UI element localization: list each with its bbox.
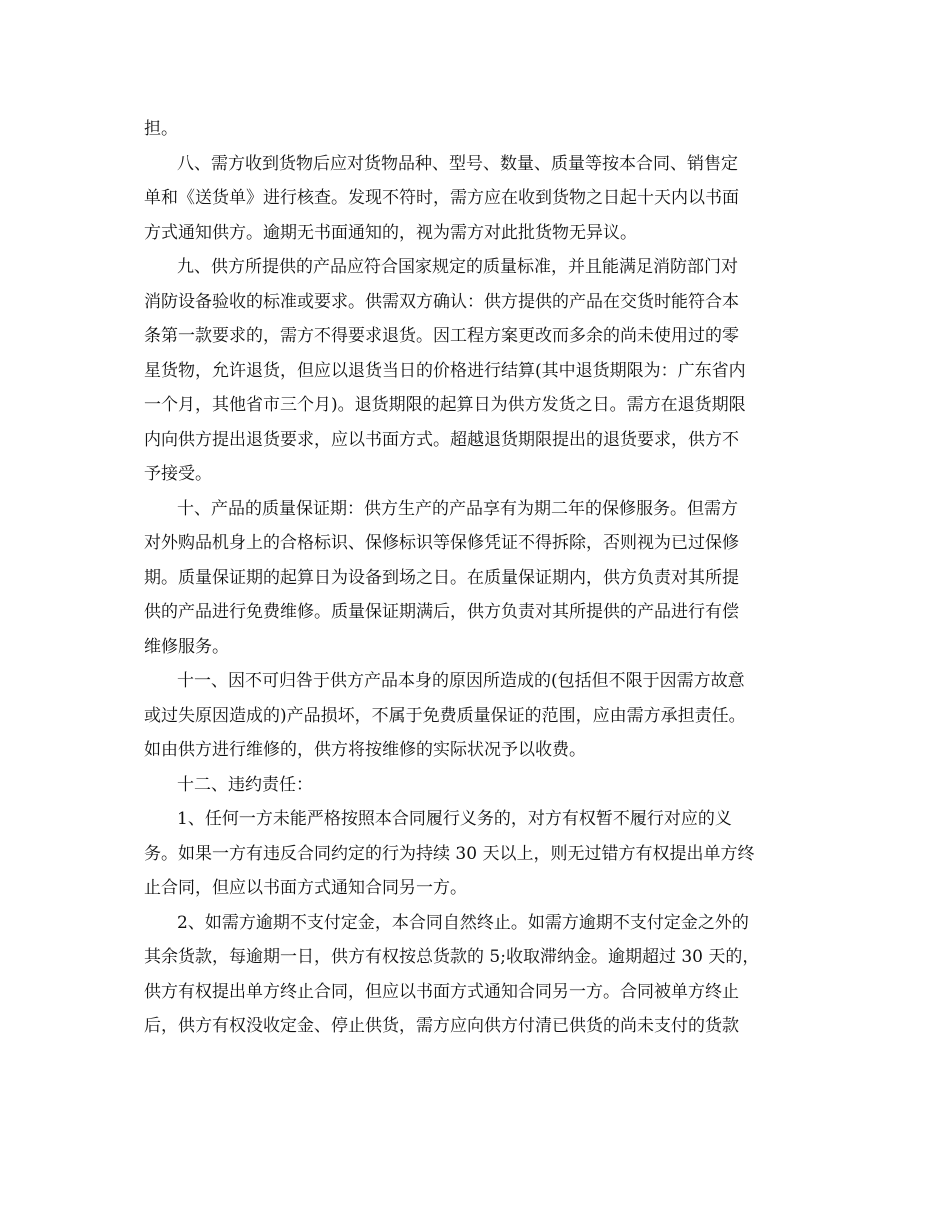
text-line: 星货物，允许退货，但应以退货当日的价格进行结算(其中退货期限为：广东省内 xyxy=(144,360,746,381)
text-line: 消防设备验收的标准或要求。供需双方确认：供方提供的产品在交货时能符合本 xyxy=(144,291,739,312)
text-line: 内向供方提出退货要求，应以书面方式。超越退货期限提出的退货要求，供方不 xyxy=(144,429,739,450)
text-line: 对外购品机身上的合格标识、保修标识等保修凭证不得拆除，否则视为已过保修 xyxy=(144,533,739,553)
text-line: 单和《送货单》进行核查。发现不符时，需方应在收到货物之日起十天内以书面 xyxy=(144,188,739,208)
text-line: 止合同，但应以书面方式通知合同另一方。 xyxy=(144,878,467,898)
text-line: 八、需方收到货物后应对货物品种、型号、数量、质量等按本合同、销售定 xyxy=(177,153,738,174)
text-line: 维修服务。 xyxy=(144,636,229,657)
text-line: 如由供方进行维修的，供方将按维修的实际状况予以收费。 xyxy=(144,740,586,760)
text-line: 其余货款，每逾期一日，供方有权按总货款的 5;收取滞纳金。逾期超过 30 天的， xyxy=(144,947,760,967)
text-line: 后，供方有权没收定金、停止供货，需方应向供方付清已供货的尚未支付的货款 xyxy=(144,1016,739,1036)
text-line: 十二、违约责任： xyxy=(177,774,313,795)
text-line: 予接受。 xyxy=(144,464,212,484)
text-line: 期。质量保证期的起算日为设备到场之日。在质量保证期内，供方负责对其所提 xyxy=(144,567,739,588)
text-line: 十、产品的质量保证期：供方生产的产品享有为期二年的保修服务。但需方 xyxy=(177,498,738,519)
text-line: 十一、因不可归咎于供方产品本身的原因所造成的(包括但不限于因需方故意 xyxy=(177,671,745,691)
text-line: 务。如果一方有违反合同约定的行为持续 30 天以上，则无过错方有权提出单方终 xyxy=(144,843,755,864)
text-line: 供方有权提出单方终止合同，但应以书面方式通知合同另一方。合同被单方终止 xyxy=(144,981,739,1002)
text-line: 担。 xyxy=(144,119,178,139)
text-line: 供的产品进行免费维修。质量保证期满后，供方负责对其所提供的产品进行有偿 xyxy=(144,602,739,622)
text-line: 或过失原因造成的)产品损坏，不属于免费质量保证的范围，应由需方承担责任。 xyxy=(144,705,746,726)
text-line: 方式通知供方。逾期无书面通知的，视为需方对此批货物无异议。 xyxy=(144,222,637,243)
text-line: 九、供方所提供的产品应符合国家规定的质量标准，并且能满足消防部门对 xyxy=(177,257,738,277)
text-line: 1、任何一方未能严格按照本合同履行义务的，对方有权暂不履行对应的义 xyxy=(177,809,732,829)
document-body xyxy=(144,112,809,1044)
text-line: 一个月，其他省市三个月)。退货期限的起算日为供方发货之日。需方在退货期限 xyxy=(144,395,746,415)
text-line: 2、如需方逾期不支付定金，本合同自然终止。如需方逾期不支付定金之外的 xyxy=(177,912,749,933)
text-line: 条第一款要求的，需方不得要求退货。因工程方案更改而多余的尚未使用过的零 xyxy=(144,326,739,346)
